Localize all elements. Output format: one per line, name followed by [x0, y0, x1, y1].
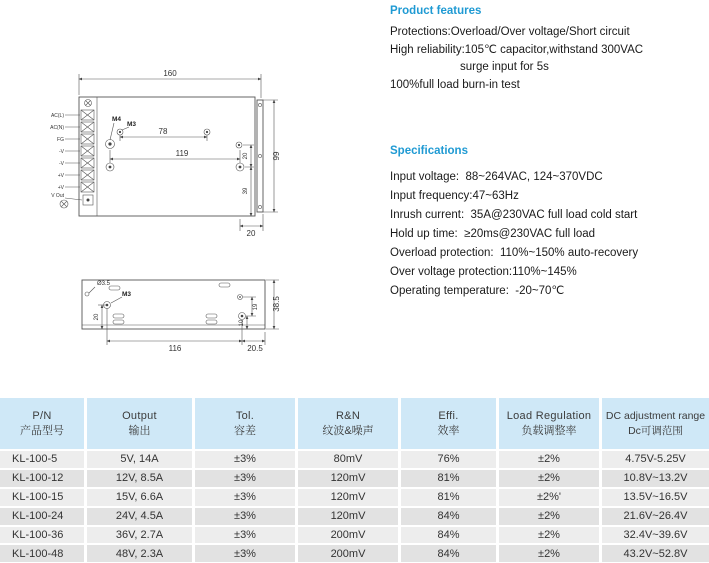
terminal-label: AC(N) — [50, 125, 64, 131]
feature-line: surge input for 5s — [460, 61, 549, 73]
dim-right-edge-label: 20.5 — [247, 344, 263, 353]
table-cell: 84% — [401, 545, 496, 562]
terminal-label: +V — [57, 185, 64, 191]
dim-left-hole-label: 20 — [94, 313, 100, 321]
table-header-output — [87, 398, 192, 449]
table-cell: ±3% — [195, 451, 295, 468]
table-cell: ±2% — [499, 508, 599, 525]
table-cell: ±2% — [499, 545, 599, 562]
feature-line: High reliability:105℃ capacitor,withstand 300VAC — [390, 43, 644, 56]
feature-line: 100%full load burn-in test — [390, 78, 520, 91]
table-cell: 13.5V~16.5V — [602, 489, 709, 506]
m3-label: M3 — [127, 121, 137, 128]
terminal-labels — [50, 113, 65, 199]
table-cell: 12V, 8.5A — [87, 470, 192, 487]
table-cell: 84% — [401, 527, 496, 544]
table-cell: 36V, 2.7A — [87, 527, 192, 544]
table-cell: 5V, 14A — [87, 451, 192, 468]
table-header-load-regulation — [499, 398, 599, 449]
top-view-chassis — [79, 97, 263, 216]
dim-right-top-label: 20 — [243, 152, 249, 160]
header-en: R&N — [335, 409, 361, 422]
table-cell: 48V, 2.3A — [87, 545, 192, 562]
header-en: DC adjustment range — [605, 410, 706, 423]
m4-label: M4 — [112, 116, 122, 123]
feature-line: Protections:Overload/Over voltage/Short circuit — [390, 26, 630, 38]
spec-line: Hold up time: ≥20ms@230VAC full load — [390, 228, 596, 240]
header-zh: 纹波&噪声 — [322, 424, 374, 437]
table-cell: KL-100-36 — [0, 527, 84, 544]
terminal-label: V Out — [51, 193, 64, 199]
model-spec-table — [0, 398, 709, 562]
spec-line: Over voltage protection:110%~145% — [390, 266, 577, 278]
table-cell: ±3% — [195, 508, 295, 525]
dim-height-label: 99 — [272, 151, 281, 161]
dim-hole-span-bottom-label: 119 — [175, 149, 189, 158]
product-features-title: Product features — [390, 5, 482, 17]
table-cell: ±2%' — [499, 489, 599, 506]
table-cell: ±2% — [499, 470, 599, 487]
table-cell: ±3% — [195, 470, 295, 487]
dim-right-upper-label: 19 — [253, 303, 259, 311]
table-cell: KL-100-24 — [0, 508, 84, 525]
spec-line: Inrush current: 35A@230VAC full load cold start — [390, 209, 638, 221]
dim-side-depth-label: 20 — [246, 229, 256, 238]
header-en: P/N — [32, 409, 52, 422]
m3-side-label: M3 — [122, 291, 132, 298]
dim-width-label: 160 — [163, 69, 177, 78]
table-cell: 120mV — [298, 470, 398, 487]
side-view-dimensions — [98, 280, 279, 345]
hole-diameter-label: Ø3.5 — [97, 281, 111, 287]
table-header-efficiency — [401, 398, 496, 449]
side-view-dim-labels — [94, 281, 281, 353]
table-cell: 15V, 6.6A — [87, 489, 192, 506]
table-cell: 200mV — [298, 545, 398, 562]
dim-right-lower-label: 10 — [239, 319, 245, 327]
table-cell: KL-100-12 — [0, 470, 84, 487]
table-cell: KL-100-48 — [0, 545, 84, 562]
table-cell: 21.6V~26.4V — [602, 508, 709, 525]
header-en: Load Regulation — [506, 409, 592, 422]
table-cell: 80mV — [298, 451, 398, 468]
header-zh: 负载调整率 — [521, 424, 577, 437]
table-cell: 120mV — [298, 508, 398, 525]
header-en: Tol. — [235, 409, 255, 422]
specifications-title: Specifications — [390, 145, 468, 157]
table-cell: 84% — [401, 508, 496, 525]
table-cell: 76% — [401, 451, 496, 468]
table-cell: 4.75V-5.25V — [602, 451, 709, 468]
table-cell: 120mV — [298, 489, 398, 506]
header-zh: 输出 — [128, 424, 151, 437]
table-cell: ±3% — [195, 545, 295, 562]
table-cell: ±3% — [195, 489, 295, 506]
table-cell: 10.8V~13.2V — [602, 470, 709, 487]
table-cell: KL-100-5 — [0, 451, 84, 468]
dim-hole-span-top-label: 78 — [158, 127, 168, 136]
side-view-chassis — [82, 280, 265, 329]
side-view-holes — [85, 287, 246, 320]
table-cell: 81% — [401, 489, 496, 506]
dimension-drawing — [0, 0, 380, 395]
spec-line: Input frequency:47~63Hz — [390, 190, 519, 202]
spec-line: Input voltage: 88~264VAC, 124~370VDC — [390, 171, 603, 183]
header-zh: 容差 — [234, 424, 256, 437]
terminal-label: +V — [57, 173, 64, 179]
spec-line: Overload protection: 110%~150% auto-recovery — [390, 247, 639, 259]
terminal-label: -V — [59, 161, 64, 167]
terminal-label: FG — [57, 137, 64, 143]
table-cell: ±2% — [499, 451, 599, 468]
header-zh: 效率 — [437, 424, 460, 437]
dim-hole-span-label: 116 — [168, 344, 182, 353]
terminal-label: AC(L) — [50, 113, 64, 119]
spec-line: Operating temperature: -20~70℃ — [390, 285, 565, 297]
table-cell: 200mV — [298, 527, 398, 544]
specifications-section — [390, 145, 706, 301]
terminal-label: -V — [59, 149, 64, 155]
table-cell: KL-100-15 — [0, 489, 84, 506]
table-cell: ±3% — [195, 527, 295, 544]
table-header-dc-adjustment — [602, 398, 709, 449]
table-header-pn — [0, 398, 84, 449]
dim-right-bottom-label: 39 — [243, 187, 249, 195]
table-cell: 81% — [401, 470, 496, 487]
header-zh: 产品型号 — [20, 424, 64, 437]
top-view-holes — [106, 123, 245, 171]
header-zh: Dc可调范围 — [628, 424, 683, 437]
header-en: Output — [122, 409, 157, 422]
table-cell: 24V, 4.5A — [87, 508, 192, 525]
table-cell: 43.2V~52.8V — [602, 545, 709, 562]
table-cell: ±2% — [499, 527, 599, 544]
table-header-ripple-noise — [298, 398, 398, 449]
dim-total-height-label: 38.5 — [272, 296, 281, 312]
top-view-dim-labels — [112, 69, 281, 238]
header-en: Effi. — [438, 409, 459, 422]
product-features-section — [390, 5, 706, 94]
table-header-tolerance — [195, 398, 295, 449]
table-cell: 32.4V~39.6V — [602, 527, 709, 544]
